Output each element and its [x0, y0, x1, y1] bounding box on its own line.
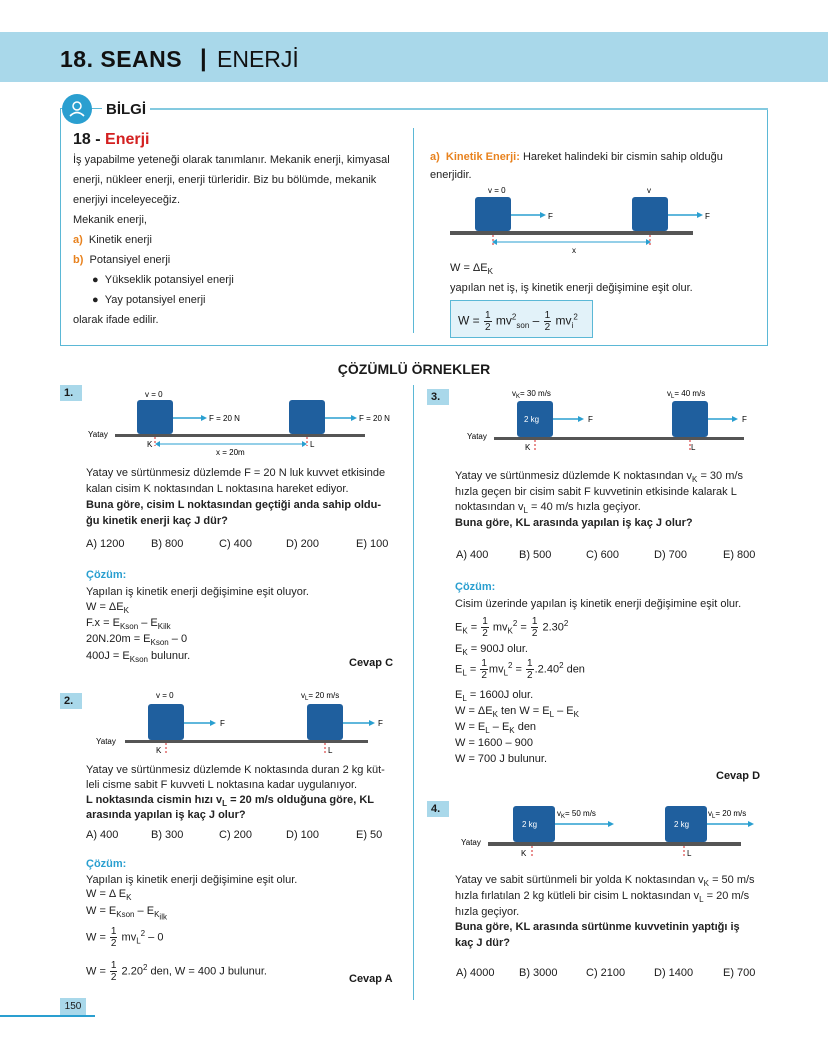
q2-solution-1: Yapılan iş kinetik enerji değişimine eşit olur. [86, 874, 298, 886]
examples-column-divider [413, 385, 414, 1000]
q4-question-2: kaç J dür? [455, 937, 511, 949]
q2-ground [125, 740, 368, 743]
info-hand-icon [62, 94, 92, 124]
q3-mass-label: 2 kg [524, 415, 540, 424]
q4-text-3: hızla geçiyor. [455, 906, 520, 918]
intro-line-2: enerji, nükleer enerji, enerji türleridir. Biz bu bölümde, mekanik [73, 174, 377, 186]
q2-cozum-label: Çözüm: [86, 858, 127, 870]
q2-solution-2: W = Δ $E_K$ [86, 888, 132, 903]
q1-block-1 [137, 400, 173, 434]
q1-l-label: L [310, 440, 315, 449]
q3-text-2: hızla geçen bir cisim sabit F kuvvetinin etkisinde kalarak L [455, 486, 737, 498]
q3-yatay-label: Yatay [467, 432, 487, 441]
intro-line-1: İş yapabilme yeteneği olarak tanımlanır. Mekanik enerji, kimyasal [73, 154, 390, 166]
q3-solution-9: W = 700 J bulunur. [455, 753, 548, 765]
q1-option-a[interactable]: A) 1200 [86, 538, 125, 550]
kinetic-v0-label: v = 0 [488, 186, 506, 195]
kinetic-marker: a) [430, 151, 440, 163]
q2-block-2 [307, 704, 343, 740]
q3-solution-5: $E_L = 1600J$ olur. [455, 689, 534, 704]
q1-ground [115, 434, 365, 437]
q2-option-c[interactable]: C) 200 [219, 829, 253, 841]
q3-solution-8: W = 1600 – 900 [455, 737, 533, 749]
q3-solution-3: $E_K = 900J$ olur. [455, 643, 528, 658]
q3-block-2 [672, 401, 708, 437]
q4-ground [488, 842, 741, 846]
q3-option-d[interactable]: D) 700 [654, 549, 688, 561]
heading-number: 18 - [73, 131, 101, 148]
q3-k-label: K [525, 443, 531, 452]
q4-k-label: K [521, 849, 527, 858]
kinetic-desc-2: enerjidir. [430, 169, 472, 181]
q1-question-1: Buna göre, cisim L noktasından geçtiği anda sahip oldu- [86, 499, 382, 511]
q1-diagram [85, 388, 395, 458]
q3-text-1: Yatay ve sürtünmesiz düzlemde K noktasından $v_K = 30$ m/s [455, 470, 743, 485]
q1-force-1: F = 20 N [209, 414, 240, 423]
q2-diagram [90, 688, 390, 758]
q3-vk-label: $v_K= 30$ m/s [512, 389, 551, 400]
q1-answer: Cevap C [349, 657, 394, 669]
q3-solution-1: Cisim üzerinde yapılan iş kinetik enerji değişimine eşit olur. [455, 598, 742, 610]
kinetic-force-1: F [548, 212, 553, 221]
q1-question-2: ğu kinetik enerji kaç J dür? [86, 515, 228, 527]
info-column-divider [413, 128, 414, 333]
kinetic-force-2: F [705, 212, 710, 221]
list-item-a [73, 233, 152, 247]
q2-answer: Cevap A [349, 973, 393, 985]
q2-number: 2. [60, 693, 82, 709]
q1-solution-1: Yapılan iş kinetik enerji değişimine eşit oluyor. [86, 586, 309, 598]
kinetic-term: Kinetik Enerji: [445, 151, 520, 163]
q1-option-e[interactable]: E) 100 [356, 538, 389, 550]
q2-block-1 [148, 704, 184, 740]
info-box-top-line [150, 108, 768, 110]
kinetic-block-1 [475, 197, 511, 231]
list-text-b: Potansiyel enerji [89, 254, 171, 266]
q1-distance-label: x = 20m [216, 448, 245, 457]
kinetic-diagram [445, 184, 710, 256]
sub-item-1-text: Yükseklik potansiyel enerji [104, 274, 234, 286]
q4-option-b[interactable]: B) 3000 [519, 967, 558, 979]
q4-mass-2: 2 kg [674, 820, 690, 829]
q1-option-b[interactable]: B) 800 [151, 538, 184, 550]
q3-force-2: F [742, 415, 747, 424]
q1-solution-4: $20N.20m = E_{Kson} - 0$ [86, 633, 188, 648]
q2-l-label: L [328, 746, 333, 755]
header-separator: | [200, 45, 207, 72]
q3-answer: Cevap D [716, 770, 761, 782]
kinetic-v-label: v [647, 186, 651, 195]
q1-force-2: F = 20 N [359, 414, 390, 423]
q4-number: 4. [427, 801, 449, 817]
q4-l-label: L [687, 849, 692, 858]
q4-text-2: hızla fırlatılan 2 kg kütleli bir cisim L noktasından $v_L = 20$ m/s [455, 890, 750, 905]
q3-vl-label: $v_L= 40$ m/s [667, 389, 706, 400]
q4-text-1a: Yatay ve sabit sürtünmeli bir yolda K noktasından [455, 874, 696, 886]
q4-diagram [458, 803, 768, 863]
q4-text-2a: hızla fırlatılan 2 kg kütleli bir cisim L noktasından [455, 890, 691, 902]
q3-text-3b: = 40 m/s hızla geçiyor. [531, 501, 641, 513]
q3-force-1: F [588, 415, 593, 424]
q3-option-c[interactable]: C) 600 [586, 549, 620, 561]
q3-ground [494, 437, 744, 440]
page-number: 150 [60, 998, 86, 1015]
kinetic-ground [450, 231, 693, 235]
q4-question-1: Buna göre, KL arasında sürtünme kuvvetinin yaptığı iş [455, 921, 740, 933]
heading-word: Enerji [105, 131, 150, 148]
q3-solution-7: $W = E_L - E_K$ den [455, 721, 537, 736]
q2-option-b[interactable]: B) 300 [151, 829, 184, 841]
q2-yatay-label: Yatay [96, 737, 116, 746]
q2-option-a[interactable]: A) 400 [86, 829, 119, 841]
session-number: 18. SEANS [60, 46, 183, 72]
q2-force-2: F [378, 719, 383, 728]
solved-examples-title: ÇÖZÜMLÜ ÖRNEKLER [337, 361, 491, 377]
q4-option-a[interactable]: A) 4000 [456, 967, 495, 979]
q1-cozum-label: Çözüm: [86, 569, 127, 581]
q4-mass-1: 2 kg [522, 820, 538, 829]
q2-v0-label: v = 0 [156, 691, 174, 700]
q3-l-label: L [691, 443, 696, 452]
q1-yatay-label: Yatay [88, 430, 108, 439]
q3-text-1b: = 30 m/s [700, 470, 743, 482]
q3-solution-5-text: = 1600J olur. [469, 689, 534, 701]
q1-solution-2: $W = \Delta E_K$ [86, 601, 129, 616]
kinetic-block-2 [632, 197, 668, 231]
kinetic-work-equation: $W = \Delta E_K$ [450, 262, 493, 277]
q2-solution-3: $W = E_{Kson} - E_{K_{ilk}}$ [86, 905, 167, 922]
q3-option-a[interactable]: A) 400 [456, 549, 489, 561]
q2-vl-label: $v_L= 20$ m/s [301, 691, 340, 702]
q2-question-1b: = 20 m/s olduğuna göre, KL [230, 794, 375, 806]
q4-text-2b: = 20 m/s [706, 890, 750, 902]
q3-question: Buna göre, KL arasında yapılan iş kaç J olur? [455, 517, 693, 529]
q1-option-c[interactable]: C) 400 [219, 538, 253, 550]
header-banner [0, 32, 828, 82]
q2-option-d[interactable]: D) 100 [286, 829, 320, 841]
page-footer-line [0, 1015, 95, 1017]
q1-solution-3: $F.x = E_{Kson} - E_{Kilk}$ [86, 617, 171, 632]
q1-v0-label: v = 0 [145, 390, 163, 399]
q3-solution-6: $W = \Delta E_K$ ten $W = E_L - E_K$ [455, 705, 579, 720]
q1-option-d[interactable]: D) 200 [286, 538, 320, 550]
intro-line-3: enerjiyi inceleyeceğiz. [73, 194, 180, 206]
q2-k-label: K [156, 746, 162, 755]
q2-option-e[interactable]: E) 50 [356, 829, 383, 841]
list-item-b [73, 253, 170, 267]
q2-question-1a: L noktasında cismin hızı [86, 794, 213, 806]
q2-question-2: arasında yapılan iş kaç J olur? [86, 809, 246, 821]
list-marker-b: b) [73, 254, 84, 266]
q3-cozum-label: Çözüm: [455, 581, 496, 593]
q3-solution-2: $E_K$ = $\frac{1}{2}$ $mv_K^2$ = $\frac{1}{2}$ 2.30$^2$ [455, 616, 569, 639]
q3-solution-4: $E_L$ = $\frac{1}{2}$ $mv_L^2$ = $\frac{1}{2}$ .2.40$^2$ den [455, 658, 585, 681]
sub-item-2-text: Yay potansiyel enerji [104, 294, 206, 306]
q4-option-e[interactable]: E) 700 [723, 967, 756, 979]
q3-diagram [462, 386, 762, 456]
intro-line-4: Mekanik enerji, [73, 214, 147, 226]
topic-title: ENERJİ [217, 46, 299, 72]
sub-item-1: ● Yükseklik potansiyel enerji [92, 274, 234, 286]
section-heading [73, 131, 150, 149]
q1-number: 1. [60, 385, 82, 401]
kinetic-desc-1: Hareket halindeki bir cismin sahip olduğu [522, 151, 723, 163]
q2-force-1: F [220, 719, 225, 728]
q2-text-1: Yatay ve sürtünmesiz düzlemde K noktasında duran 2 kg küt- [86, 764, 385, 776]
q3-text-3: noktasından $v_L = 40$ m/s hızla geçiyor. [455, 501, 641, 516]
q3-solution-3-text: = 900J olur. [470, 643, 528, 655]
q3-option-b[interactable]: B) 500 [519, 549, 552, 561]
q4-vl-label: $v_L= 20$ m/s [708, 809, 747, 820]
q4-option-d[interactable]: D) 1400 [654, 967, 694, 979]
list-marker-a: a) [73, 234, 83, 246]
q4-yatay-label: Yatay [461, 838, 481, 847]
work-energy-formula: W = $\frac{1}{2}$ $mv^2_{son}$ – $\frac{1}{2}$ $mv_i^2$ [450, 300, 593, 338]
q4-text-1b: = 50 m/s [712, 874, 755, 886]
kinetic-definition [430, 150, 723, 164]
closing-line: olarak ifade edilir. [73, 314, 159, 326]
q1-text-2: kalan cisim K noktasından L noktasına hareket ediyor. [86, 483, 349, 495]
q1-solution-5: $400J = E_{Kson}$ bulunur. [86, 650, 191, 665]
q3-option-e[interactable]: E) 800 [723, 549, 756, 561]
q4-option-c[interactable]: C) 2100 [586, 967, 626, 979]
q2-text-2: leli cisme sabit F kuvveti L noktasına kadar uygulanıyor. [86, 779, 358, 791]
sub-item-2: ● Yay potansiyel enerji [92, 294, 206, 306]
kinetic-distance-label: x [572, 246, 576, 255]
q4-vk-label: $v_K= 50$ m/s [557, 809, 596, 820]
q3-number: 3. [427, 389, 449, 405]
q1-k-label: K [147, 440, 153, 449]
q1-text-1: Yatay ve sürtünmesiz düzlemde F = 20 N luk kuvvet etkisinde [86, 467, 386, 479]
q1-block-2 [289, 400, 325, 434]
list-text-a: Kinetik enerji [88, 234, 152, 246]
q2-solution-5: W = $\frac{1}{2}$ 2.20$^2$ den, W = 400 J bulunur. [86, 960, 267, 983]
q2-question-1: L noktasında cismin hızı $v_L = 20$ m/s olduğuna göre, KL [86, 794, 375, 809]
q2-solution-5-text: den, W = 400 J bulunur. [150, 965, 267, 978]
q3-text-1a: Yatay ve sürtünmesiz düzlemde K noktasından [455, 470, 684, 482]
q4-text-1: Yatay ve sabit sürtünmeli bir yolda K noktasından $v_K = 50$ m/s [455, 874, 755, 889]
q3-text-3a: noktasından [455, 501, 515, 513]
info-box-label: BİLGİ [102, 101, 150, 118]
q2-solution-4: W = $\frac{1}{2}$ $mv_L^2 - 0$ [86, 926, 164, 949]
net-work-description: yapılan net iş, iş kinetik enerji değişimine eşit olur. [450, 282, 693, 294]
